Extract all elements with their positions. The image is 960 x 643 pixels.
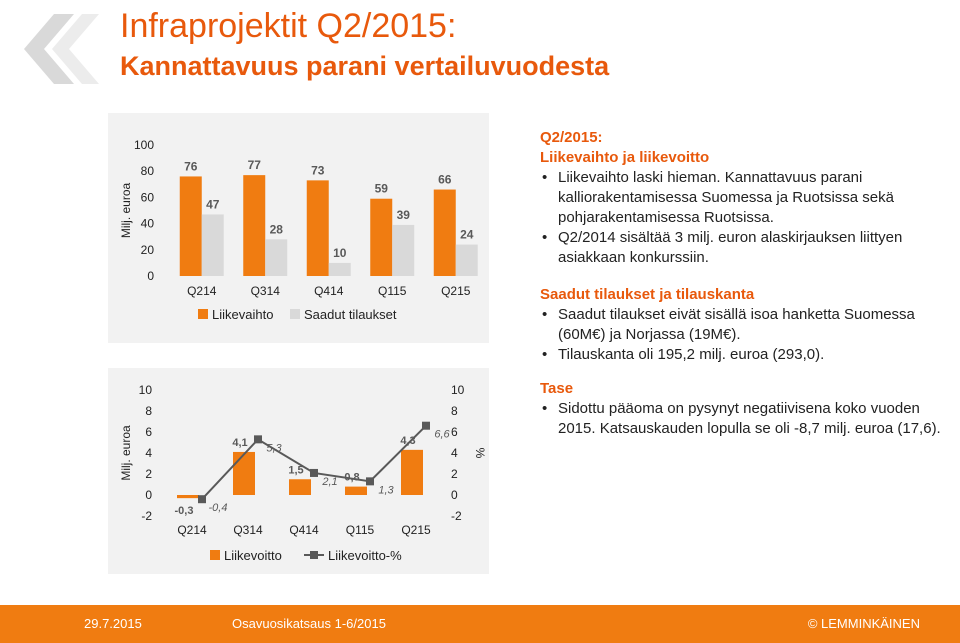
y-tick-label: 2	[145, 467, 152, 481]
x-tick-label: Q115	[378, 284, 407, 298]
section-heading-line-1: Q2/2015:	[540, 129, 603, 146]
legend-swatch	[210, 550, 220, 560]
x-tick-label: Q414	[314, 284, 344, 298]
bullet-item: • Q2/2014 sisältää 3 milj. euron alaskirjauksen liittyen asiakkaan konkurssiin.	[558, 228, 950, 268]
data-label: 66	[438, 172, 452, 187]
footer-report-name: Osavuosikatsaus 1-6/2015	[232, 616, 386, 631]
y-tick-label: 4	[145, 446, 152, 460]
bullet-item: • Sidottu pääoma on pysynyt negatiivisena koko vuoden 2015. Katsauskauden lopulla se oli -8,7 milj. euroa (17,6).	[558, 399, 950, 439]
y-axis-label: Milj. euroa	[119, 182, 133, 239]
bar-liikevaihto	[180, 176, 202, 276]
data-label: 76	[184, 159, 198, 174]
y-tick-label: 40	[140, 216, 154, 231]
bar-liikevaihto	[370, 199, 392, 276]
y2-tick-label: 6	[451, 425, 458, 439]
x-tick-label: Q115	[345, 523, 375, 537]
lemminkainen-logo-icon	[14, 4, 104, 94]
data-label: 47	[206, 197, 220, 212]
section-balance-sheet	[540, 379, 950, 439]
x-tick-label: Q314	[233, 523, 263, 537]
bar-liikevaihto	[243, 175, 265, 276]
y-tick-label: 0	[145, 488, 152, 502]
x-tick-label: Q215	[401, 523, 431, 537]
bar-saadut-tilaukset	[456, 245, 478, 276]
line-data-label: -0,4	[208, 502, 228, 515]
x-tick-label: Q215	[441, 284, 471, 298]
legend-label: Liikevoitto-%	[328, 548, 402, 563]
y2-tick-label: 8	[451, 404, 458, 418]
line-data-label: 5,3	[266, 442, 282, 455]
legend-swatch	[198, 309, 208, 319]
operating-profit-chart	[108, 368, 489, 574]
line-marker	[422, 422, 430, 430]
bar-liikevaihto	[434, 190, 456, 276]
legend-label: Liikevoitto	[224, 548, 282, 563]
y2-tick-label: 2	[451, 467, 458, 481]
footer-date: 29.7.2015	[84, 616, 142, 631]
data-label: 1,5	[288, 464, 304, 477]
bar-saadut-tilaukset	[329, 263, 351, 276]
line-marker	[366, 477, 374, 485]
y-tick-label: 80	[140, 164, 154, 179]
bullet-item: • Saadut tilaukset eivät sisällä isoa hanketta Suomessa (60M€) ja Norjassa (19M€).	[558, 305, 950, 345]
y2-tick-label: 10	[451, 383, 465, 397]
y2-tick-label: 0	[451, 488, 458, 502]
y-tick-label: 6	[145, 425, 152, 439]
bar-saadut-tilaukset	[392, 225, 414, 276]
bar-liikevoitto	[401, 450, 423, 495]
line-marker	[310, 469, 318, 477]
x-tick-label: Q314	[250, 284, 280, 298]
line-data-label: 2,1	[322, 475, 338, 488]
bar-saadut-tilaukset	[202, 214, 224, 276]
y-tick-label: -2	[141, 509, 152, 523]
data-label: 59	[374, 181, 388, 196]
y-tick-label: 60	[140, 190, 154, 205]
bullet-item: • Liikevaihto laski hieman. Kannattavuus parani kalliorakentamisessa Suomessa ja Ruotsissa sekä pohjarakentamisessa Ruotsissa.	[558, 168, 950, 228]
y2-axis-label: %	[473, 447, 487, 459]
data-label: 39	[396, 207, 410, 222]
y-axis-label: Milj. euroa	[119, 425, 133, 481]
bar-liikevoitto	[233, 452, 255, 495]
bar-liikevaihto	[307, 180, 329, 276]
data-label: 4,3	[400, 434, 416, 447]
data-label: 28	[269, 222, 283, 237]
data-label: 73	[311, 163, 325, 178]
line-data-label: 6,6	[434, 428, 450, 441]
data-label: 0,8	[344, 471, 360, 484]
line-data-label: 1,3	[378, 484, 394, 497]
legend-marker	[310, 551, 318, 559]
footer-bar	[0, 605, 960, 643]
y-tick-label: 0	[147, 269, 154, 283]
data-label: -0,3	[174, 505, 194, 518]
section-heading: Saadut tilaukset ja tilauskanta	[540, 286, 755, 303]
slide-title	[120, 6, 609, 82]
y2-tick-label: -2	[451, 509, 462, 523]
title-line-1: Infraprojektit Q2/2015:	[120, 7, 457, 45]
data-label: 4,1	[232, 436, 248, 449]
bar-liikevoitto	[177, 495, 199, 498]
legend-label: Liikevaihto	[212, 307, 274, 322]
data-label: 24	[460, 227, 474, 242]
line-marker	[254, 435, 262, 443]
y-tick-label: 20	[140, 242, 154, 257]
data-label: 10	[333, 245, 347, 260]
y-tick-label: 100	[133, 138, 154, 152]
x-tick-label: Q214	[177, 523, 207, 537]
operating-profit-chart-panel	[108, 368, 489, 574]
section-orders	[540, 285, 950, 365]
data-label: 77	[247, 158, 261, 173]
bar-liikevoitto	[289, 479, 311, 495]
legend-label: Saadut tilaukset	[304, 307, 397, 322]
revenue-orders-chart-panel	[108, 113, 489, 343]
footer-brand: © LEMMINKÄINEN	[807, 616, 920, 631]
revenue-orders-chart	[108, 113, 489, 343]
bar-liikevoitto	[345, 487, 367, 495]
x-tick-label: Q414	[289, 523, 319, 537]
legend-swatch	[290, 309, 300, 319]
x-tick-label: Q214	[187, 284, 217, 298]
y-tick-label: 8	[145, 404, 152, 418]
y-tick-label: 10	[138, 383, 152, 397]
section-heading: Tase	[540, 380, 574, 397]
line-marker	[198, 495, 206, 503]
title-line-2: Kannattavuus parani vertailuvuodesta	[120, 51, 610, 81]
y2-tick-label: 4	[451, 446, 458, 460]
bar-saadut-tilaukset	[265, 239, 287, 276]
section-revenue-profit	[540, 128, 950, 268]
bullet-item: • Tilauskanta oli 195,2 milj. euroa (293,0).	[558, 345, 950, 365]
section-heading-line-2: Liikevaihto ja liikevoitto	[540, 149, 710, 166]
